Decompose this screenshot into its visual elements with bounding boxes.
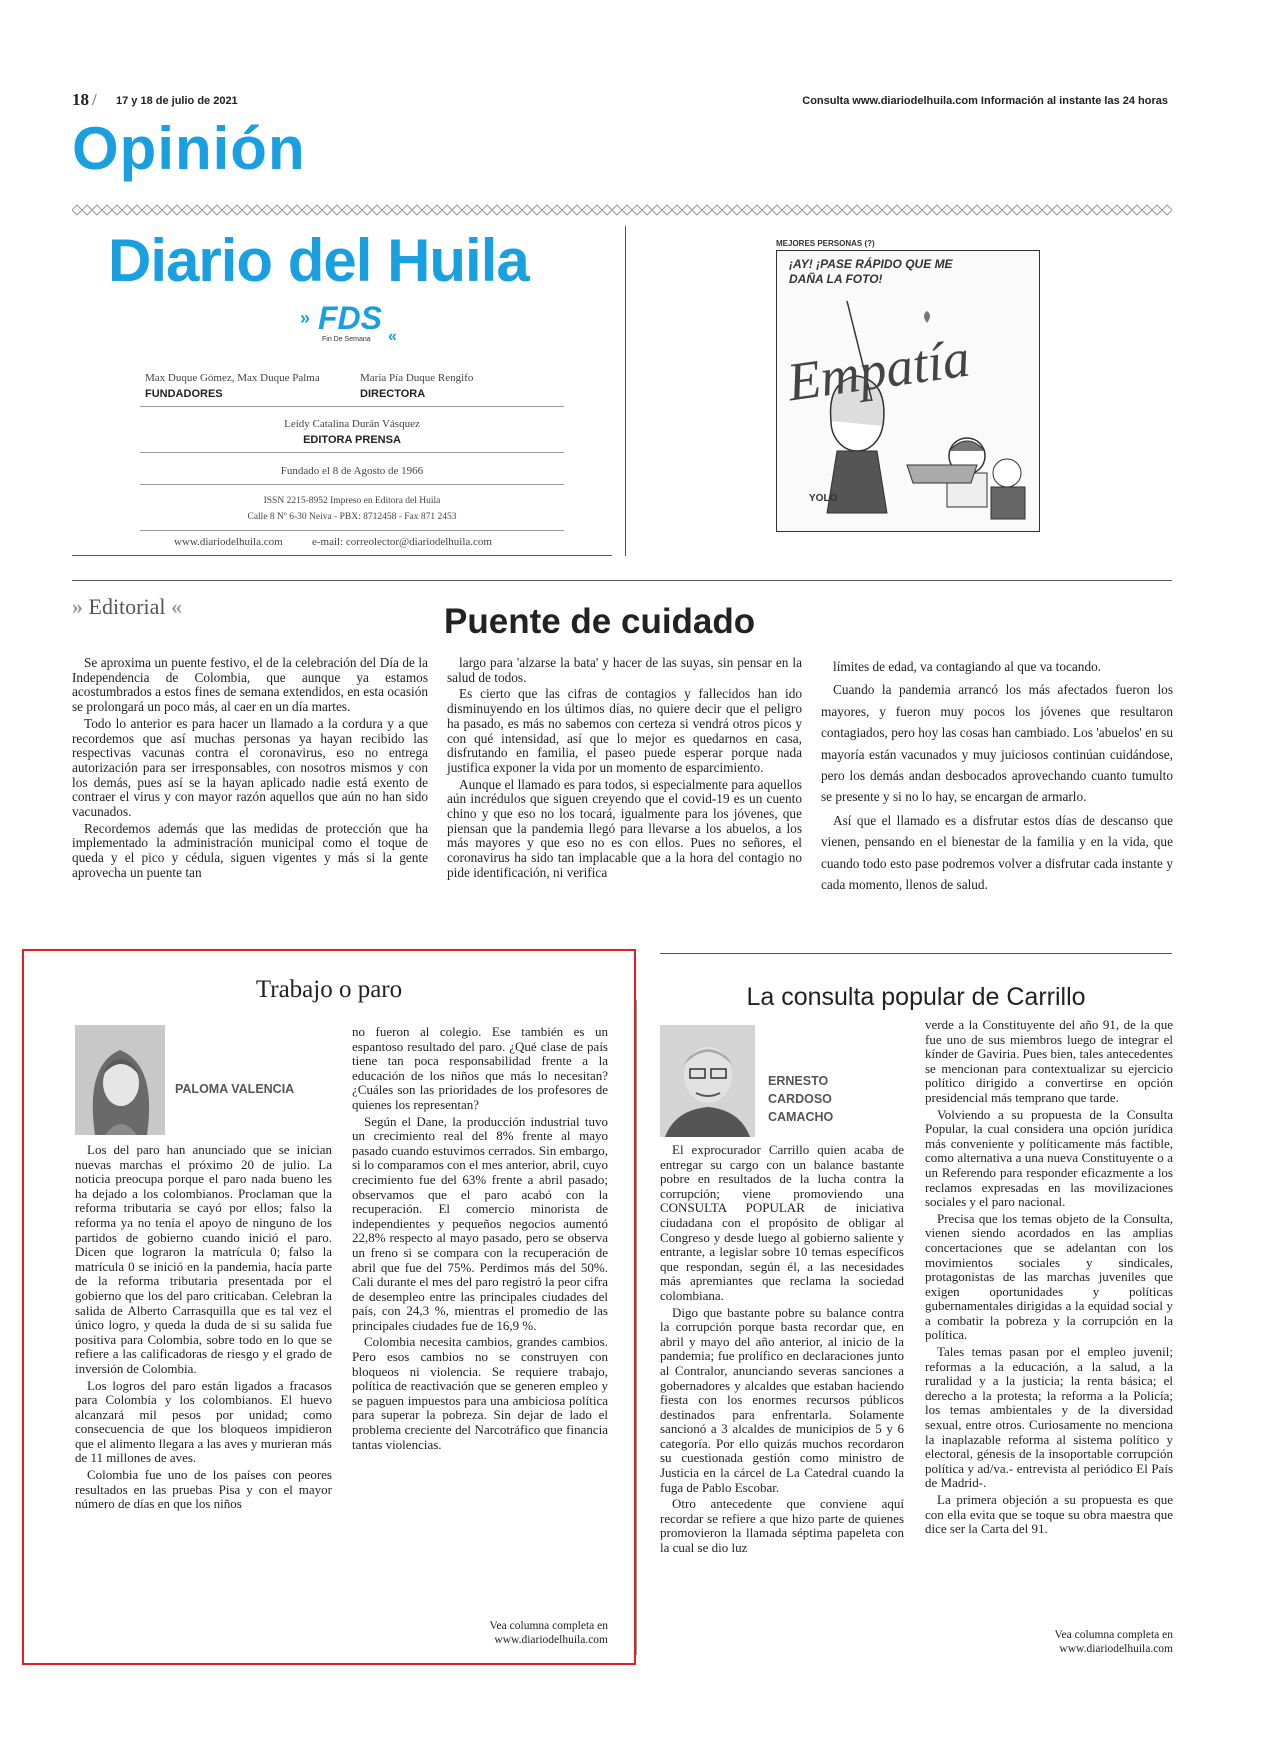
editorial-col1-p2: Todo lo anterior es para hacer un llamado a la cordura y a que recordemos que así muchas personas ya hayan recibido las respectivas vacunas contra el coronavirus, eso no entrega autorización para ser irresponsables, con nosotros mismos y con los demás, pues así se la hayan aplicado nadie está exento de contraer el virus y con mayor razón aquellos que aún no han sido vacunados. — [72, 715, 428, 820]
column-left-more-text: Vea columna completa en — [489, 1620, 608, 1632]
author-photo-right — [660, 1025, 755, 1137]
editorial-col-3 — [821, 656, 1173, 897]
section-title: Opinión — [72, 115, 306, 182]
issn-line: ISSN 2215-8952 Impreso en Editora del Huila — [263, 496, 441, 506]
editorial-chevrons-right: « — [170, 594, 182, 619]
masthead-website[interactable]: www.diariodelhuila.com — [174, 536, 283, 548]
column-right-title: La consulta popular de Carrillo — [746, 983, 1086, 1011]
fds-logo — [300, 302, 410, 344]
editorial-col1-p3: Recordemos además que las medidas de protección que ha implementado la administración municipal como el toque de queda y el pico y cédula, siguen vigentes y más si la gente aprovecha un puente tan — [72, 820, 428, 880]
masthead-email[interactable]: e-mail: correolector@diariodelhuila.com — [312, 536, 492, 548]
editor-role: EDITORA PRENSA — [303, 434, 401, 446]
column-right-more-url[interactable]: www.diariodelhuila.com — [1059, 1643, 1173, 1655]
website-promo: Consulta www.diariodelhuila.com Información al instante las 24 horas — [802, 95, 1168, 107]
column-right-col1-p3: Otro antecedente que conviene aquí recordar se refiere a que hizo parte de quienes promovieron la llamada séptima papeleta con la cual se dio luz — [660, 1496, 904, 1556]
editor-name: Leidy Catalina Durán Vásquez — [284, 418, 420, 430]
founded-date: Fundado el 8 de Agosto de 1966 — [280, 465, 424, 477]
section-rule-1 — [72, 580, 1172, 581]
director-role: DIRECTORA — [360, 388, 426, 400]
editorial-title: Puente de cuidado — [444, 602, 756, 641]
masthead-vertical-rule — [625, 226, 626, 556]
founders-role: FUNDADORES — [145, 388, 223, 400]
newspaper-name: Diario del Huila — [108, 227, 529, 294]
editorial-chevrons-left: » — [72, 594, 83, 619]
editorial-col-1 — [72, 656, 428, 883]
editorial-col3-p2: Cuando la pandemia arrancó los más afectados fueron los mayores, y fueron muy pocos los jóvenes que resultaron contagiados, pero hoy las cosas han cambiado. Los 'abuelos' en su mayoría están vacunados y muy juiciosos continúan cuidándose, pero los demás andan desbocados aprovechando cuanto tumulto se presente y si no lo hay, se encargan de armarlo. — [821, 682, 1173, 805]
editorial-col2-p2: Es cierto que las cifras de contagios y fallecidos han ido disminuyendo en los últimos días, no quiere decir que el peligro ha pasado, es más no sabemos con certeza si vendrá otros picos y con qué intensidad, así que lo mejor es quedarnos en casa, disfrutando en familia, el paseo puede esperar porque nada justifica exponer la vida por un momento de esparcimiento. — [447, 686, 802, 775]
editorial-col3-p3: Así que el llamado es a disfrutar estos días de descanso que vienen, pensando en el bienestar de la familia y en la vida, que cuando todo esto pase podremos volver a disfrutar cada instante y cada momento, llenos de salud. — [821, 812, 1173, 893]
editorial-label — [72, 594, 182, 620]
cartoon-signature: YOLO — [809, 493, 838, 504]
cartoon — [776, 250, 1040, 532]
column-left-col-2 — [352, 1025, 608, 1454]
cartoon-word: Empatía — [783, 327, 974, 413]
masthead-divider-1 — [140, 406, 564, 407]
column-left-more — [352, 1619, 608, 1647]
section-rule-2 — [660, 953, 1172, 954]
author-photo-left — [75, 1025, 165, 1135]
fds-chevrons-left: » — [300, 308, 311, 328]
editorial-col2-p1: largo para 'alzarse la bata' y hacer de las suyas, sin pensar en la salud de todos. — [447, 655, 802, 685]
masthead-divider-3 — [140, 484, 564, 485]
column-right-more-text: Vea columna completa en — [1054, 1629, 1173, 1641]
column-right-col2-p3: Precisa que los temas objeto de la Consulta, vienen siendo acordados en las amplias concertaciones que se adelantan con los movimientos sociales y sindicales, protagonistas de las marchas juveniles que exigen oportunidades y políticas gubernamentales dirigidas a la equidad social y a combatir la pobreza y la corrupción en la política. — [925, 1210, 1173, 1343]
editorial-col3-p1: límites de edad, va contagiando al que va tocando. — [833, 659, 1102, 674]
column-left-col1-p2: Los logros del paro están ligados a fracasos para Colombia y los colombianos. El huevo alcanzará mil pesos por unidad; como consecuencia de que los bloqueos impidieron que el alimento llegara a las aves y murieran más de 11 millones de aves. — [75, 1377, 332, 1466]
address-line: Calle 8 Nº 6-30 Neiva - PBX: 8712458 - Fax 871 2453 — [247, 512, 457, 522]
column-left-col2-p3: Colombia necesita cambios, grandes cambios. Pero esos cambios no se construyen con bloqueos ni violencia. Se requiere trabajo, política de reactivación que se generen empleo y se paguen impuestos para una ambiciosa política para superar la pobreza. Sin dejar de lado el problema creciente del Narcotráfico que financia tantas violencias. — [352, 1334, 608, 1452]
editorial-col2-p3: Aunque el llamado es para todos, si especialmente para aquellos aún incrédulos que siguen creyendo que el covid-19 es un cuento chino y que eso no los tocará, igualmente para los jóvenes, que piensan que la pandemia llegó para llevarse a los abuelos, a los más mayores y que eso no es con ellos. Pues no señores, el coronavirus ha sido tan implacable que a la hora del contagio no pide identificación, ni verifica — [447, 776, 802, 880]
column-left-col1-p1: Los del paro han anunciado que se inician nuevas marchas el próximo 20 de julio. La noticia preocupa porque el paro nada bueno les ha dejado a los colombianos. Proclaman que la reforma tributaria se cayó por ellos; falso la reforma ya no tenía el apoyo de ninguno de los partidos de gobierno cuando inició el paro. Dicen que lograron la matrícula 0; falso la matrícula 0 se inició en la pandemia, hacía parte de la reforma tributaria presentada por el gobierno que los del paro criticaban. Celebran la salida de Alberto Carrasquilla que es tal vez el único logro, y queda la duda de si su salida fue positiva para Colombia, sobre todo en lo que se refiere a las calificadoras de riesgo y el grado de inversión de Colombia. — [75, 1142, 332, 1376]
editorial-label-text: Editorial — [88, 594, 166, 619]
author-name-right: ERNESTO CARDOSO CAMACHO — [768, 1074, 834, 1124]
page-separator: / — [92, 90, 97, 109]
column-right-more — [925, 1628, 1173, 1656]
column-left-col-1 — [75, 1143, 332, 1514]
column-left-col2-p2: Según el Dane, la producción industrial tuvo un crecimiento real del 8% frente al mayo pasado cuando estuvimos cerrados. Sin embargo, si lo comparamos con el mes anterior, abril, cuyo crecimiento fue del 63% frente a abril pasado; observamos que el paro acabó con la recuperación. El comercio minorista de independientes y pequeños negocios aumentó 22,8% respecto al mayo pasado, pero se observa un freno si se compara con la recuperación de abril que fue del 75%. Perdimos más del 50%. Cali durante el mes del paro registró la peor cifra de desempleo entre las principales ciudades del país, con 24,3 %, mientras el promedio de las principales ciudades fue de 16,9 %. — [352, 1113, 608, 1333]
column-right-col-1 — [660, 1143, 904, 1558]
editorial-col-2 — [447, 656, 802, 883]
column-left-title: Trabajo o paro — [255, 976, 403, 1003]
fds-logo-sub: Fin De Semana — [322, 336, 371, 343]
fds-chevrons-right: « — [388, 328, 397, 345]
founders-names: Max Duque Gómez, Max Duque Palma — [145, 372, 320, 384]
column-right-col2-p2: Volviendo a su propuesta de la Consulta Popular, la cual considera una opción jurídica más conveniente y políticamente más factible, como alternativa a una nueva Constituyente o a un Referendo para responder eficazmente a los reclamos expresadas en las movilizaciones sociales y el paro nacional. — [925, 1106, 1173, 1210]
column-divider — [636, 1000, 637, 1655]
column-left-col1-p3: Colombia fue uno de los países con peores resultados en las pruebas Pisa y con el mayor número de días en que los niños — [75, 1467, 332, 1512]
column-right-col-2 — [925, 1018, 1173, 1539]
column-right-col2-p5: La primera objeción a su propuesta es que con ella evita que se toque su obra maestra que dice ser la Carta del 91. — [925, 1492, 1173, 1537]
author-name-left: PALOMA VALENCIA — [175, 1082, 295, 1096]
column-right-col1-p1: El exprocurador Carrillo quien acaba de entregar su cargo con un balance bastante pobre en resultados de la lucha contra la corrupción; viene promoviendo una CONSULTA POPULAR de iniciativa ciudadana con el propósito de obligar al Congreso y desde luego al gobierno saliente y entrante, a legislar sobre 10 temas específicos que respondan, según él, a las necesidades más apremiantes que reclama la sociedad colombiana. — [660, 1142, 904, 1303]
author-photo-right-svg — [660, 1025, 755, 1137]
column-right-col1-p2: Digo que bastante pobre su balance contra la corrupción porque basta recordar que, en abril y mayo del año anterior, al inicio de la pandemia; fue prolífico en declaraciones junto al Contralor, anunciando severas sanciones a gobernadores y alcaldes que estaban haciendo fiesta con los enormes recursos públicos destinados para enfrentarla. Solamente sancionó a 3 alcaldes de municipios de 5 y 6 categoría. Por ello quizás muchos recordaron su cuestionada gestión como ministro de Justicia en la cárcel de La Catedral cuando la fuga de Pablo Escobar. — [660, 1304, 904, 1495]
column-right-col2-p4: Tales temas pasan por el empleo juvenil; reformas a la educación, a la salud, a la ruralidad y a la justicia; la renta básica; el derecho a la protesta; la reforma a la Policía; los temas ambientales y de la diversidad sexual, entre otros. Curiosamente no menciona la inaplazable reforma al sistema político y electoral, génesis de la insoportable corrupción política y ad/va.- entrevista al periódico El País de Madrid-. — [925, 1344, 1173, 1491]
cartoon-series: MEJORES PERSONAS (?) — [776, 239, 875, 248]
cartoon-speech: ¡AY! ¡PASE RÁPIDO QUE ME DAÑA LA FOTO! — [789, 257, 953, 286]
page-number: 18 / — [72, 90, 97, 109]
diamond-rule — [72, 203, 1172, 215]
column-left-more-url[interactable]: www.diariodelhuila.com — [494, 1634, 608, 1646]
masthead-divider-4 — [140, 530, 564, 531]
director-name: María Pía Duque Rengifo — [360, 372, 474, 384]
column-right-col2-p1: verde a la Constituyente del año 91, de la que fue uno de sus miembros luego de integrar el kínder de Gaviria. Pues bien, tales antecedentes se mencionan para contextualizar su ejercicio político dirigido a convertirse en opción presidencial más temprano que tarde. — [925, 1017, 1173, 1105]
issue-date: 17 y 18 de julio de 2021 — [116, 95, 238, 107]
masthead-bottom-rule — [72, 555, 612, 556]
column-left-col2-p1: no fueron al colegio. Ese también es un espantoso resultado del paro. ¿Qué clase de país tiene tan poca responsabilidad frente a la educación de los niños que más lo necesitan? ¿Cuáles son las prioridades de los profesores de quienes los representan? — [352, 1024, 608, 1112]
fds-logo-text: FDS — [318, 300, 382, 336]
editorial-col1-p1: Se aproxima un puente festivo, el de la celebración del Día de la Independencia de Colombia, que aunque ya estamos acostumbrados a estos fines de semana extendidos, en esta ocasión se prolongará un poco más, al caer en un día martes. — [72, 655, 428, 715]
author-photo-left-svg — [75, 1025, 165, 1135]
masthead-divider-2 — [140, 452, 564, 453]
